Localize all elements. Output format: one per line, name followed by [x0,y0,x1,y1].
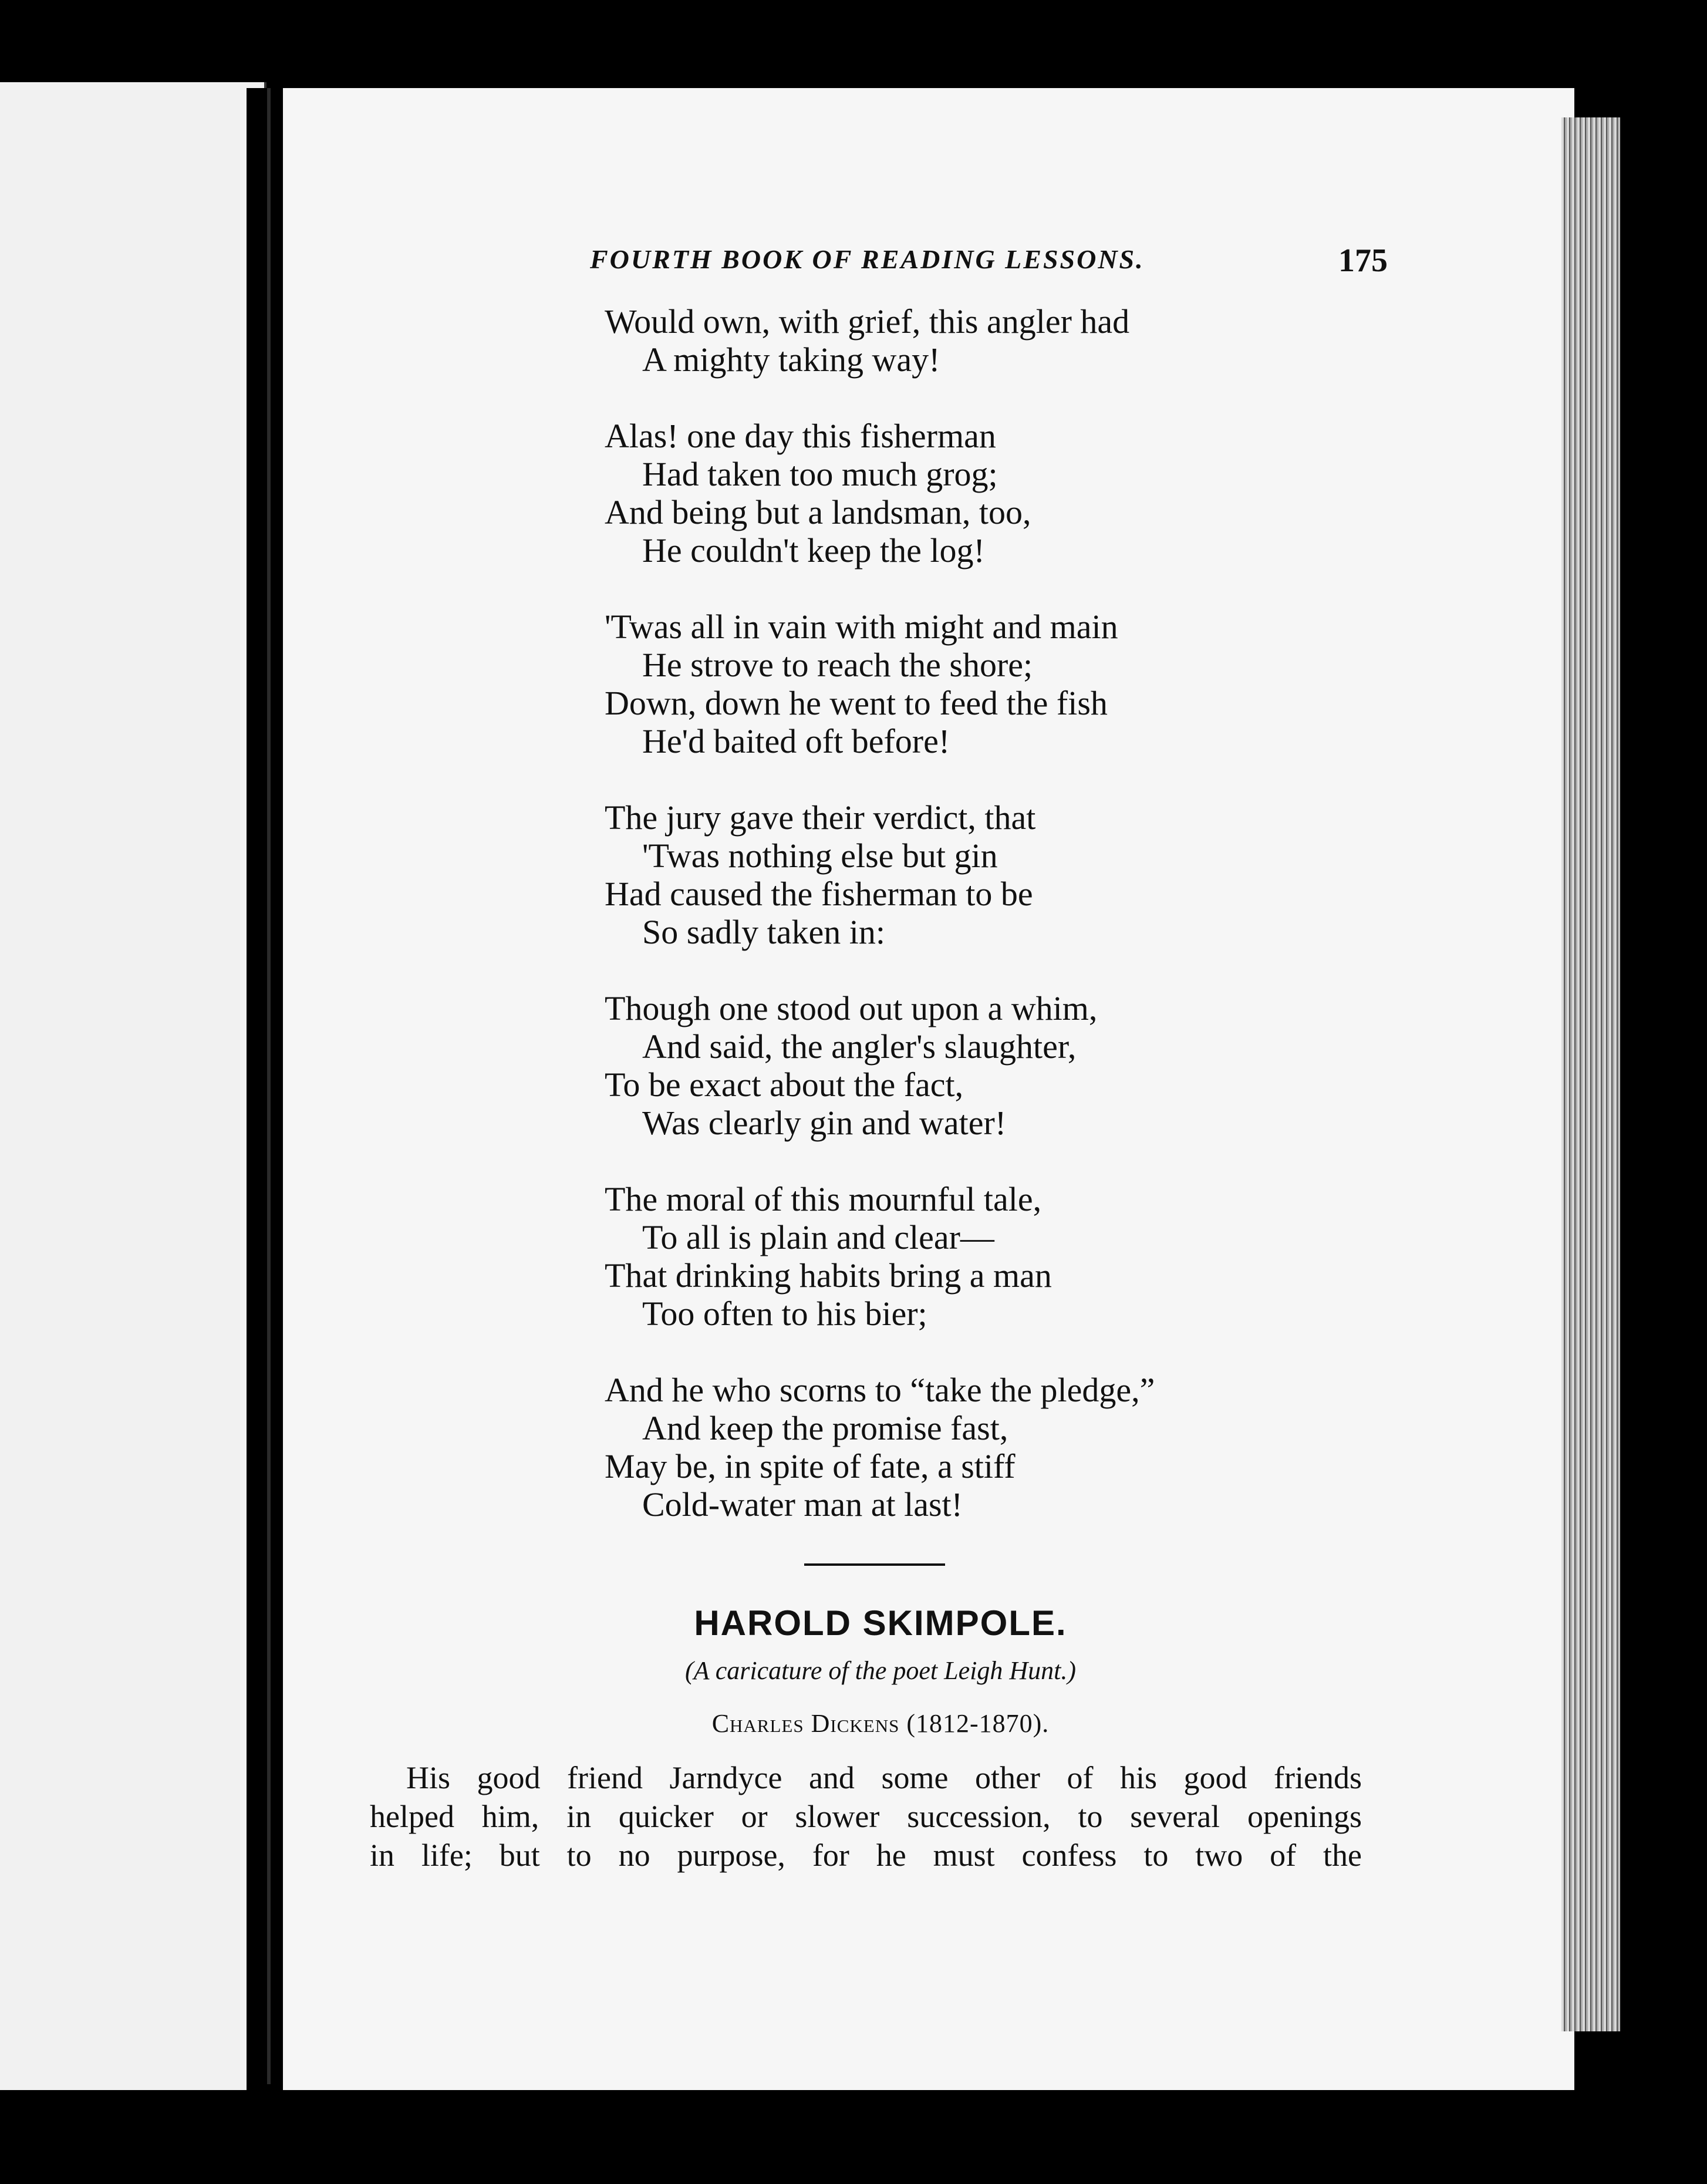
prose-paragraph [370,1758,1362,1875]
poem-line: That drinking habits bring a man [605,1256,1052,1295]
poem-line: To all is plain and clear— [642,1218,994,1256]
poem-line: 'Twas nothing else but gin [642,837,998,875]
section-heading: HAROLD SKIMPOLE. [694,1603,1067,1643]
prose-line: helped him, in quicker or slower succession, to several openings [370,1799,1362,1834]
stanza [605,798,1280,951]
poem-line: Alas! one day this fisherman [605,417,996,455]
page-number: 175 [1338,242,1388,279]
poem-line: He'd baited oft before! [642,722,950,760]
stanza [605,1371,1280,1524]
book-binding [247,88,283,2096]
section-subtitle: (A caricature of the poet Leigh Hunt.) [685,1656,1076,1685]
poem-line: Had taken too much grog; [642,455,998,493]
poem-line: The jury gave their verdict, that [605,798,1036,837]
prose-line: in life; but to no purpose, for he must confess to two of the [370,1838,1362,1873]
poem-line: To be exact about the fact, [605,1066,964,1104]
stanza [605,608,1280,760]
stanza [605,1180,1280,1333]
poem-line: Though one stood out upon a whim, [605,989,1098,1027]
poem-line: Was clearly gin and water! [642,1104,1007,1142]
poem-line: And being but a landsman, too, [605,493,1031,531]
poem-line: And he who scorns to “take the pledge,” [605,1371,1155,1409]
poem-line: He strove to reach the shore; [642,646,1033,684]
poem-line: And keep the promise fast, [642,1409,1008,1447]
poem-line: Would own, with grief, this angler had [605,302,1130,341]
stanza [605,417,1280,569]
poem-line: Down, down he went to feed the fish [605,684,1108,722]
poem-line: 'Twas all in vain with might and main [605,608,1118,646]
running-head: FOURTH BOOK OF READING LESSONS. [590,244,1145,274]
poem-line: He couldn't keep the log! [642,531,985,569]
section-divider [804,1563,945,1566]
poem-line: Cold-water man at last! [642,1485,963,1524]
section-author: Charles Dickens (1812-1870). [711,1709,1050,1738]
poem-line: And said, the angler's slaughter, [642,1027,1077,1066]
poem-line: May be, in spite of fate, a stiff [605,1447,1016,1485]
poem-line: So sadly taken in: [642,913,886,951]
poem-line: Too often to his bier; [642,1295,927,1333]
prose-line: His good friend Jarndyce and some other of his good friends [406,1760,1362,1795]
poem [605,302,1280,1562]
poem-line: Had caused the fisherman to be [605,875,1033,913]
stanza [605,989,1280,1142]
stanza [605,302,1280,379]
binding-thread [267,88,271,2084]
poem-line: A mighty taking way! [642,341,940,379]
poem-line: The moral of this mournful tale, [605,1180,1042,1218]
page-edges [1561,117,1620,2031]
left-page [0,82,266,2090]
